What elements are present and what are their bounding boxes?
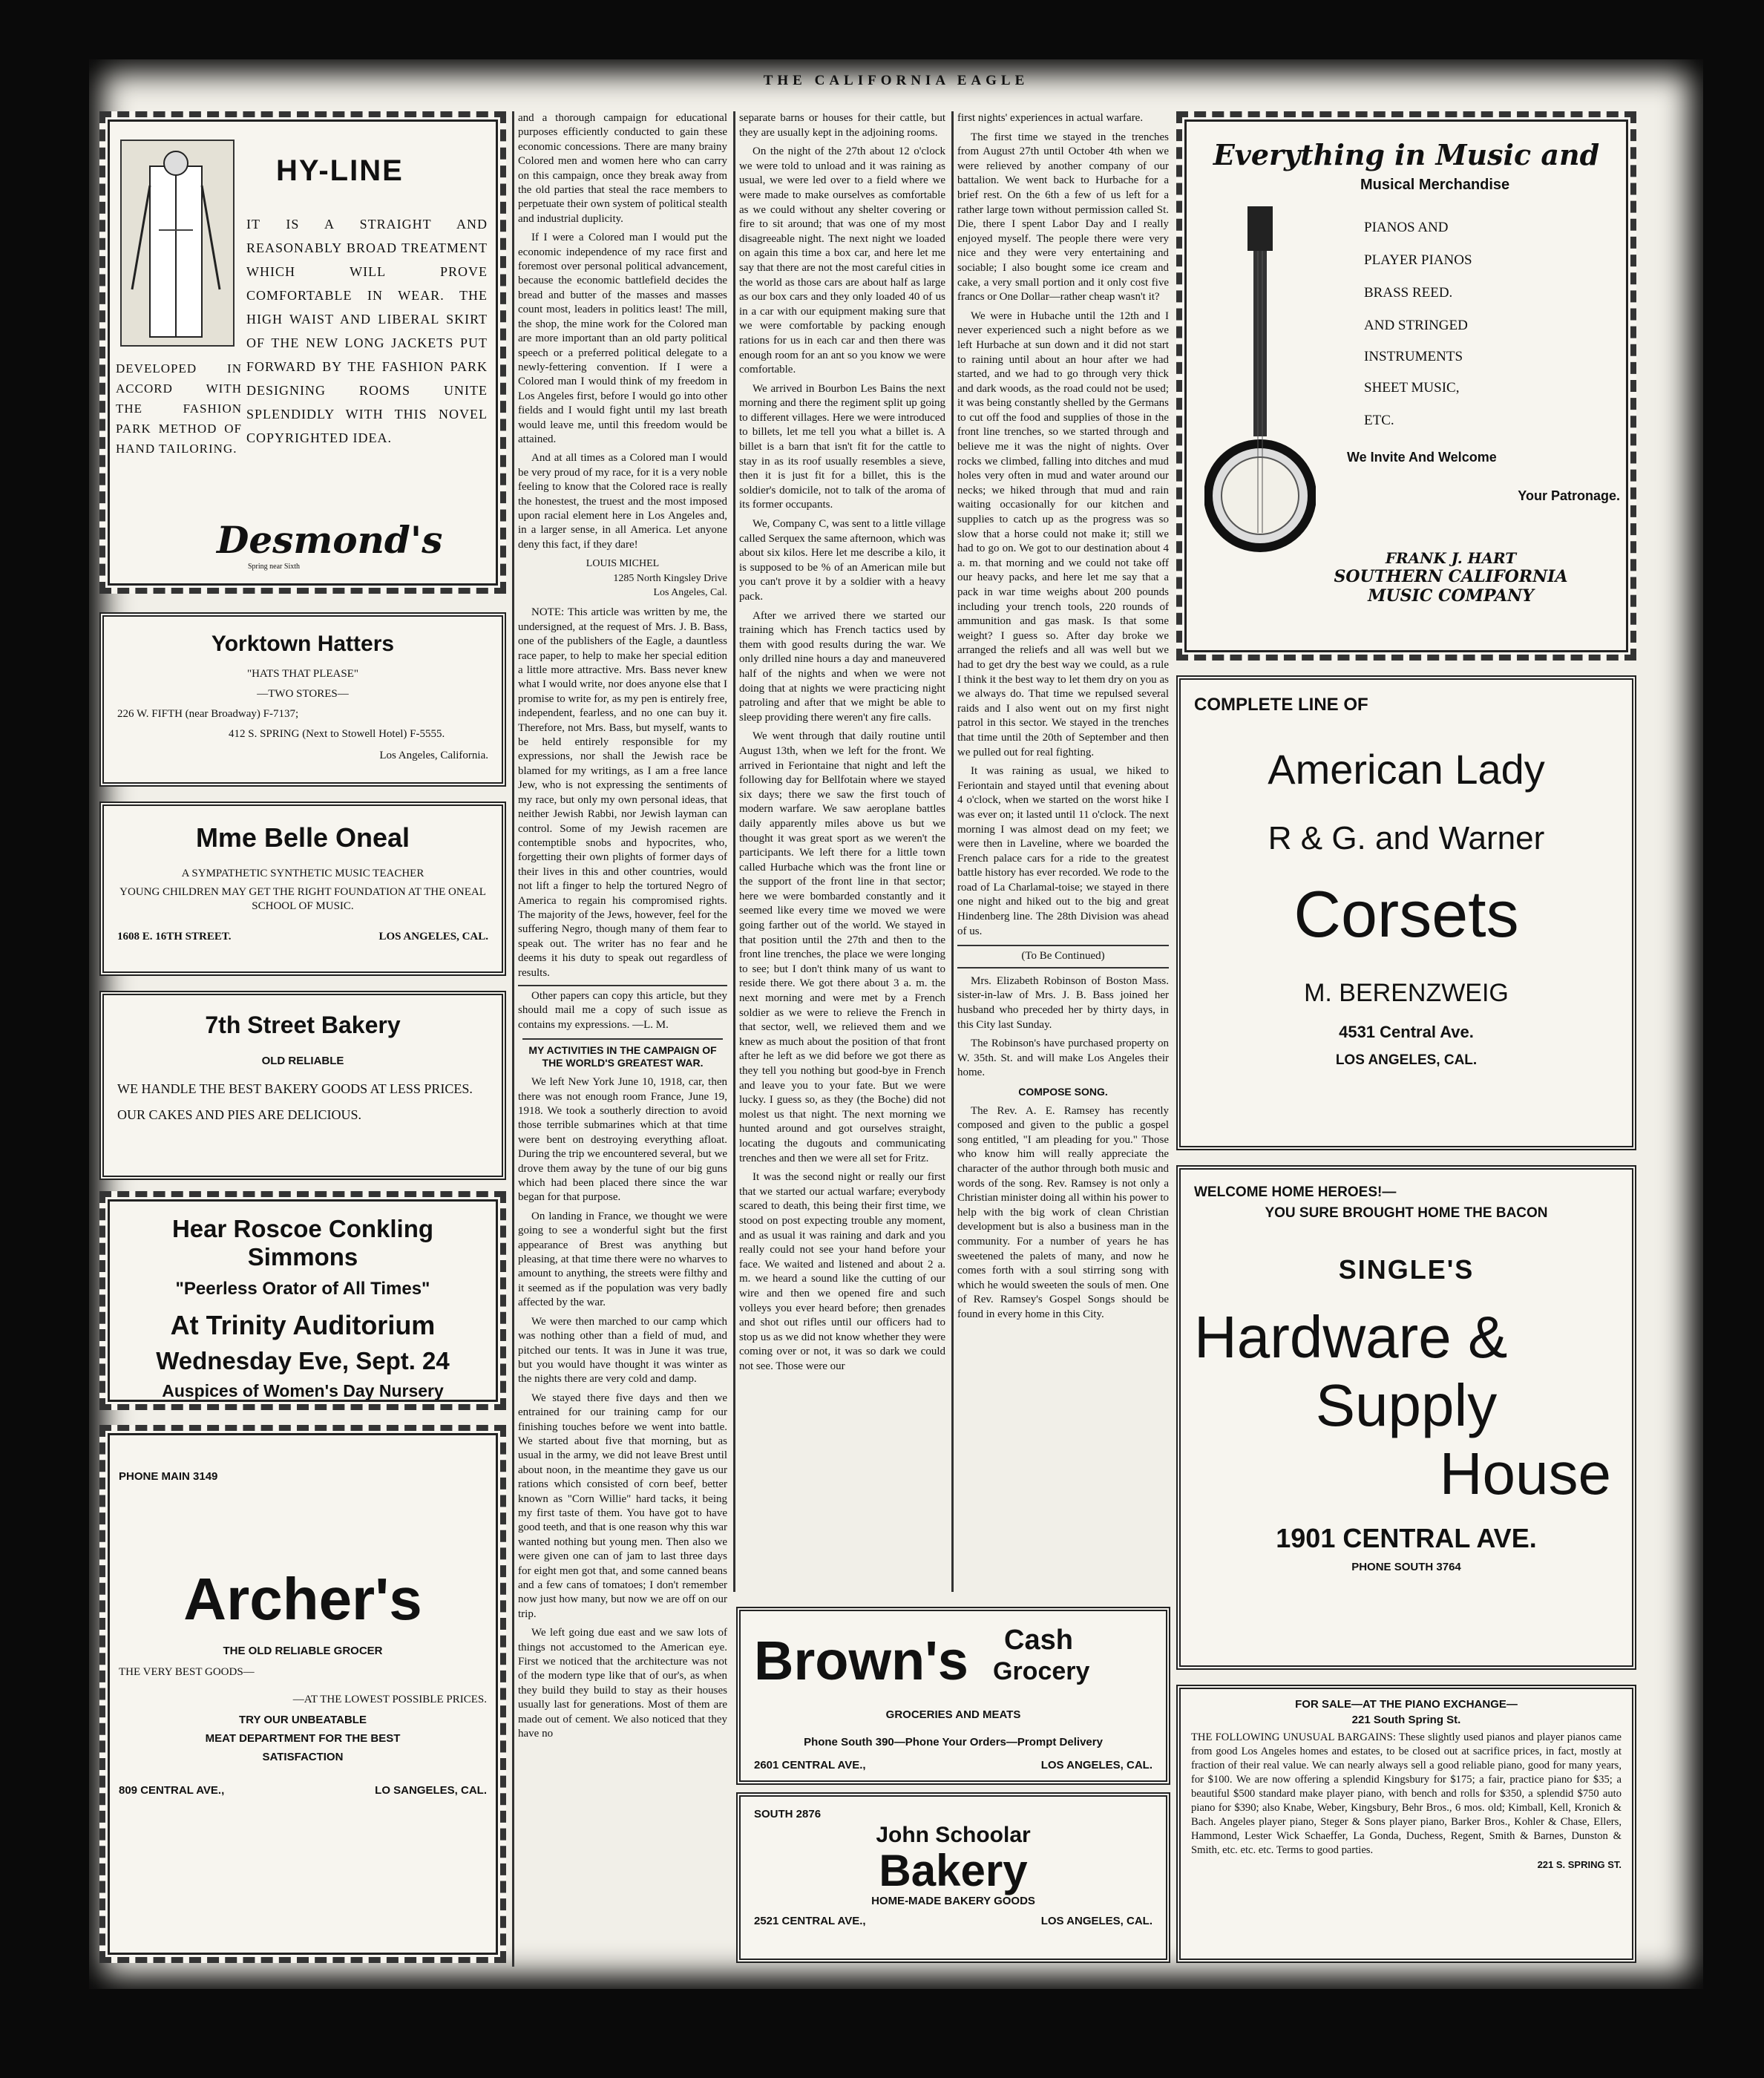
- hyline-title: HY-LINE: [276, 154, 404, 187]
- yorktown-addr1: 226 W. FIFTH (near Broadway) F-7137;: [117, 708, 299, 720]
- hardware-line4: Hardware &: [1194, 1304, 1508, 1370]
- hardware-line8: PHONE SOUTH 3764: [1351, 1561, 1461, 1573]
- yorktown-stores: —TWO STORES—: [257, 688, 349, 700]
- article-column-2: [518, 111, 727, 1967]
- hardware-line2: YOU SURE BROUGHT HOME THE BACON: [1265, 1205, 1548, 1221]
- schoolar-bakery-ad: [736, 1792, 1170, 1963]
- music-line5: AND STRINGED: [1364, 318, 1468, 333]
- archers-line3: —AT THE LOWEST POSSIBLE PRICES.: [292, 1694, 487, 1705]
- corsets-line3: R & G. and Warner: [1268, 820, 1545, 856]
- column-rule: [951, 111, 954, 1592]
- music-sig1: FRANK J. HART: [1385, 549, 1517, 567]
- banjo-icon: [1204, 206, 1316, 563]
- oneal-city: LOS ANGELES, CAL.: [378, 931, 488, 943]
- schoolar-sub: HOME-MADE BAKERY GOODS: [871, 1895, 1035, 1907]
- signature-name: LOUIS MICHEL: [586, 558, 660, 570]
- archers-line2: THE VERY BEST GOODS—: [119, 1666, 255, 1678]
- article-paragraph: We went through that daily routine until August 13th, when we left for the front. We arrived in Feriontaine that night and left the following day for Bellfotain where we stayed six days; there we saw the first touch of modern warfare. We saw aeroplane battles daily apparently miles above us but we thought it was great sport as we weren't the participants. We left there for a little town called Hurbache which was the front line or the support of the front line in that sector; here we were bombarded constantly and it seemed like every time we moved we were going farther out of the world. We stayed in that position until the 27th and then to the front line trenches, the place we were longing to see; but I don't think many of us want to reside there. We got there about 3 a. m. the next morning and were met by a French soldier as we were to relieve the French in that sector, well, we relieved them and we knew as much about the position of that front after he left as we did before we got there as they tell you nothing but good-bye in French and leave you to your fate. But we were lucky. I guess so, as they (the Boche) did not molest us that night. The next morning we hunted around and got ourselves straight, locating the dugouts and communicating trenches and then we were all set for Fritz.: [739, 730, 945, 1164]
- archers-title: Archer's: [183, 1566, 422, 1632]
- music-line2: PIANOS AND: [1364, 220, 1449, 235]
- corsets-line5: M. BERENZWEIG: [1304, 979, 1509, 1007]
- piano-head: FOR SALE—AT THE PIANO EXCHANGE—: [1295, 1698, 1518, 1711]
- schoolar-phone: SOUTH 2876: [754, 1808, 822, 1820]
- hyline-ad: [99, 111, 506, 594]
- browns-addr: 2601 CENTRAL AVE.,: [754, 1759, 866, 1771]
- article-paragraph: On the night of the 27th about 12 o'clock we were told to unload and it was raining as usual, we were led over to a field where we were made to make ourselves as comfortable as we could without any shelter covering or fire to sit around; that was one of my most disagreeable night. The next night we loaded on again this time a box car, and here let me say that there are not the most careful cities in the world as those cars are about half as large as our box cars and they only loaded 40 of us in a car with our equipment making sure that we were comfortable by packing enough rations for us in each car and then there was enough room for an ant so you know we were comfortable.: [739, 145, 945, 376]
- archers-line4: TRY OUR UNBEATABLE: [239, 1714, 367, 1726]
- yorktown-addr2: 412 S. SPRING (Next to Stowell Hotel) F-5555.: [229, 728, 445, 740]
- music-line6: INSTRUMENTS: [1364, 349, 1463, 364]
- roscoe-simmons-ad: [99, 1191, 506, 1410]
- article-paragraph: We were then marched to our camp which was nothing other than a field of mud, and pitched our tents. It was in June it was true, but you would have thought it was winter as the nights there are very cold and damp.: [518, 1315, 727, 1386]
- corsets-line4: Corsets: [1294, 877, 1519, 951]
- music-sig3: MUSIC COMPANY: [1368, 586, 1534, 606]
- article-paragraph: We left going due east and we saw lots of things not accustomed to the American eye. First we noticed that the architecture was not of the modern type like that of our's, as when they build they build to stay as their houses usually last for generations. Most of them are made out of cement. We also noticed that they have no: [518, 1627, 727, 1740]
- music-sig2: SOUTHERN CALIFORNIA: [1334, 567, 1568, 586]
- browns-city: LOS ANGELES, CAL.: [1040, 1759, 1152, 1771]
- archers-ad: [99, 1425, 506, 1963]
- corsets-line2: American Lady: [1268, 746, 1545, 793]
- oneal-title: Mme Belle Oneal: [195, 822, 410, 853]
- oneal-line2: YOUNG CHILDREN MAY GET THE RIGHT FOUNDATION AT THE ONEAL SCHOOL OF MUSIC.: [119, 886, 486, 912]
- seventh-street-bakery-ad: [99, 991, 506, 1180]
- article-paragraph: and a thorough campaign for educational purposes efficiently conducted to gain these economic concessions. There are many brainy Colored men and women here who can carry on this campaign, once they break away from the old parties that steal the race members to perpetuate their own system of political stealth and industrial duplicity.: [518, 112, 727, 225]
- roscoe-line1: Hear Roscoe Conkling Simmons: [171, 1215, 434, 1271]
- music-line1: Musical Merchandise: [1360, 177, 1510, 193]
- article-paragraph: We stayed there five days and then we entrained for our training camp for our finishing touches before we went into battle. We started about five that morning, but as usual in the army, we did not leave Brest until about noon, in the meantime they gave us our rations which consisted of corn beef, better known as "Corn Willie" hard tacks, it being my first taste of them. You have got to have good teeth, and that is one reason why this war wanted nothing but young men. Then also we were given one can of jam to last three days for eight men got that, and some canned beans and a few cans of tomatoes; I don't remember now just how many, but now we are off on our trip.: [518, 1392, 727, 1620]
- corsets-ad: [1176, 675, 1636, 1150]
- music-line4: BRASS REED.: [1364, 285, 1453, 301]
- article-paragraph: On landing in France, we thought we were going to see a wonderful sight but the first appearance of Brest was anything but pleasing, at that time there were no wharves to amount to anything, the streets were filthy and it seemed as if the population was very badly affected by the war.: [518, 1210, 727, 1309]
- archers-line6: SATISFACTION: [262, 1751, 344, 1763]
- archers-phone: PHONE MAIN 3149: [119, 1470, 218, 1483]
- yorktown-slogan: "HATS THAT PLEASE": [246, 668, 359, 680]
- bakery7-line1: WE HANDLE THE BEST BAKERY GOODS AT LESS PRICES.: [117, 1081, 473, 1096]
- article-paragraph: It was the second night or really our first that we started our actual warfare; everybody scared to death, this being their first time, we stood on post expecting trouble any moment, and as usual it was raining and dark and you really could not see your hand before your face. We waited and listened and about 2 a. m. we heard a sound like the cutting of our wire and then we opened fire and such volleys you ever heard before; then grenades and shot out rifles until our officers had to stop us as we did not know whether they were coming over or not, it was so dark we could not see. Those were our: [739, 1171, 945, 1372]
- compose-song-heading: COMPOSE SONG.: [1018, 1086, 1108, 1098]
- music-line8: ETC.: [1364, 413, 1394, 428]
- archers-city: LO SANGELES, CAL.: [375, 1784, 487, 1797]
- bakery7-sub: OLD RELIABLE: [261, 1055, 344, 1067]
- music-line10: Your Patronage.: [1518, 488, 1620, 503]
- browns-grocery: Grocery: [993, 1657, 1090, 1685]
- article-paragraph: We arrived in Bourbon Les Bains the next morning and there the regiment split up going to different villages. Here we were introduced to billets, let me tell you what a billet is. A billet is a barn that isn't fit for the cattle to stay in as its roof usually resembles a sieve, then it is just fit for a billet, this is the soldier's domicile, not to talk of the aroma of its former occupants.: [739, 382, 945, 511]
- oneal-line1: A SYMPATHETIC SYNTHETIC MUSIC TEACHER: [181, 868, 424, 879]
- article-paragraph: We, Company C, was sent to a little village called Serquex the same afternoon, which was about six kilos. Here let me describe a kilo, it is supposed to be % of an American mile but you can't prove it by a soldier with a heavy pack.: [739, 518, 945, 603]
- hardware-line7: 1901 CENTRAL AVE.: [1276, 1523, 1537, 1553]
- schoolar-name: John Schoolar: [876, 1823, 1031, 1847]
- archers-line1: THE OLD RELIABLE GROCER: [223, 1645, 383, 1657]
- browns-grocery-ad: [736, 1607, 1170, 1785]
- yorktown-city: Los Angeles, California.: [379, 750, 488, 761]
- corsets-line1: COMPLETE LINE OF: [1194, 695, 1368, 715]
- yorktown-ad: [99, 612, 506, 787]
- article-note: Other papers can copy this article, but they should mail me a copy of such issue as contains my expressions. —L. M.: [518, 985, 727, 1032]
- article-paragraph: It was raining as usual, we hiked to Feriontain and stayed until that evening about 4 o'clock, when we started on the worst hike I was ever on; it lasted until 11 o'clock. The next morning I was almost dead on my feet; we were then in Laveline, where we boarded the French palace cars for a ride to the greatest battle history has ever recorded. We rode to the road of La Charlamal-toise; we stayed in there one night and hiked out to the big and great Hindenberg line. The 28th Division was ahead of us.: [957, 765, 1169, 937]
- browns-cash: Cash: [1004, 1625, 1073, 1656]
- hardware-line1: WELCOME HOME HEROES!—: [1194, 1184, 1397, 1200]
- oneal-addr: 1608 E. 16TH STREET.: [117, 931, 232, 943]
- roscoe-line5: Auspices of Women's Day Nursery: [162, 1381, 444, 1400]
- article-paragraph: We left New York June 10, 1918, car, then there was not enough room France, June 19, 1918. We took a southerly direction to avoid those terrible submarines which at that time were bent on destroying everything afloat. During the trip we encountered several, but we drove them away by the tune of our big guns which had been placed there since the war began for that purpose.: [518, 1076, 727, 1204]
- piano-exchange-ad: [1176, 1685, 1636, 1963]
- newspaper-page: [89, 59, 1703, 1989]
- desmonds-sub: Spring near Sixth: [248, 563, 300, 571]
- desmonds-logo: Desmond's: [217, 518, 443, 562]
- article-paragraph: After we arrived there we started our training which has French tactics used by them with good results during the war. We only drilled nine hours a day and maneuvered half of the nights and when we were not doing that at nights we were practicing night patroling and after that we might be able to sleep providing there weren't any fire calls.: [739, 609, 945, 724]
- article-paragraph: We were in Hubache until the 12th and I never experienced such a night before as we left Hurbache at sun down and it did not start to raining until about an hour after we had started, and we had to go through very thick and dark woods, as the road could not be used; it was being constantly shelled by the Germans to cut off the food and supplies of those in the front line trenches, so we started through and believe me it was the night of nights. Over rocks we climbed, falling into ditches and mud holes very often in mud and water around our necks; we hiked through that mud and rain waiting occasionally for our kitchen and supplies to catch up as the progress was so slow that a horse could not make it; still we had to go on. We got to our destination about 4 a. m. that morning and we could not take off our heavy packs, and here let me say that a pack in war time weighs about 200 pounds including your trench tools, 220 rounds of ammunition and gas mask. Is that some weight? I guess so. After day broke we arranged the reliefs and all was well but we had to get dry the best way we could, as a rule I think it the best way to let them dry on you as we always do. That time we repulsed several raids and I also went out on my first night patrol in this sector. We stayed in the trenches that time until the 20th of September and then we pulled out for real fighting.: [957, 309, 1169, 758]
- bakery7-title: 7th Street Bakery: [205, 1012, 401, 1038]
- article-paragraph: The Robinson's have purchased property on W. 35th. St. and will make Los Angeles their home.: [957, 1038, 1169, 1079]
- article-paragraph: The Rev. A. E. Ramsey has recently composed and given to the public a gospel song entitled, "I am pleading for you." Those who know him will really appreciate the character of the author through both music and words of the song. Rev. Ramsey is not only a Christian minister doing all within his power to help with the big work of clean Christian development but is also a business man in the community. For a number of years he has sweetened the palets of many, and now he comes forth with a soul stirring song with which he would sweeten the souls of men. One of Rev. Ramsey's Gospel Songs should be found in every home in this City.: [957, 1104, 1169, 1320]
- browns-sub: GROCERIES AND MEATS: [885, 1708, 1021, 1721]
- browns-phone: Phone South 390—Phone Your Orders—Prompt Delivery: [804, 1736, 1103, 1748]
- oneal-ad: [99, 802, 506, 976]
- archers-addr: 809 CENTRAL AVE.,: [119, 1784, 225, 1797]
- schoolar-addr: 2521 CENTRAL AVE.,: [754, 1915, 866, 1927]
- corsets-line6: 4531 Central Ave.: [1339, 1023, 1474, 1041]
- article-paragraph: And at all times as a Colored man I would be very proud of my race, for it is a very noble feeling to know that the Colored race is really the honestest, the truest and the most imposed upon racial element here in Los Angeles and, in a larger sense, in all America. Let anyone deny this fact, if they dare!: [518, 452, 727, 551]
- signature-address: 1285 North Kingsley Drive: [613, 572, 727, 584]
- hyline-body: IT IS A STRAIGHT AND REASONABLY BROAD TREATMENT WHICH WILL PROVE COMFORTABLE IN WEAR. THE HIGH WAIST AND LIBERAL SKIRT OF THE NEW LONG JACKETS PUT FORWARD BY THE FASHION PARK DESIGNING ROOMS UNITE SPLENDIDLY WITH THIS NOVEL COPYRIGHTED IDEA.: [246, 217, 488, 445]
- browns-title: Brown's: [754, 1630, 968, 1691]
- music-line9: We Invite And Welcome: [1347, 450, 1497, 465]
- hardware-line6: House: [1439, 1440, 1611, 1507]
- hardware-line3: SINGLE'S: [1338, 1254, 1475, 1285]
- roscoe-line2: "Peerless Orator of All Times": [175, 1279, 430, 1299]
- bakery7-line2: OUR CAKES AND PIES ARE DELICIOUS.: [117, 1107, 362, 1122]
- article-note: NOTE: This article was written by me, the undersigned, at the request of Mrs. J. B. Bass, one of the publishers of the Eagle, a dauntless race paper, to help to make her special edition a little more attractive. Mrs. Bass never knew what I would write, nor does anyone else that I promise to write for, as my pen is entirely free, independent, fearless, and no one can buy it. Therefore, not Mrs. Bass, but myself, wants to be held entirely responsible for my expressions, nor shall the Jewish race be blamed for my writings, as I am a free lance Jew, who is not expressing the sentiments of my race, but only my own personal ideas, that neither Jewish Rabbi, nor Jewish layman can control. Some of my Jewish racemen are contemptible snobs and hypocrites, who, forgetting their own plights of former days of their lives in this and other countries, would not lift a finger to help the tortured Negro of America to regain his compromised rights. The majority of the Jews, however, feel for the suffering Negro, though many of them fear to speak out. The writer has no fear and he deems it his duty to speak out regardless of results.: [518, 606, 727, 979]
- signature-city: Los Angeles, Cal.: [653, 587, 727, 598]
- article-column-3: [739, 111, 945, 1592]
- article-headline: MY ACTIVITIES IN THE CAMPAIGN OF THE WORLD'S GREATEST WAR.: [522, 1038, 723, 1069]
- article-paragraph: separate barns or houses for their cattle, but they are usually kept in the adjoining rooms.: [739, 112, 945, 139]
- roscoe-line4: Wednesday Eve, Sept. 24: [156, 1347, 450, 1374]
- article-paragraph: The first time we stayed in the trenches from August 27th until October 4th when we were relieved by another company of our battalion. We went back to Hurbache for a brief rest. On the 6th a few of us left for a rather large town without permission called St. Die, there I spent Labor Day and I really enjoyed myself. The people there were very nice and they were very entertaining and sociable; I also bought some ice cream and cake, a very small portion and it only cost five francs or One Dollar—rather cheap wasn't it?: [957, 131, 1169, 304]
- article-paragraph: If I were a Colored man I would put the economic independence of my race first and foremost over personal political advancement, because the economic battlefield decides the bread and butter of the masses and masses count most, leaders in politics least! The mill, the shop, the mine work for the Colored man are more important than an old party political speech or a preferred political delegate to a newly-fettering convention. If I were a Colored man I would think of my freedom in Los Angeles first, before I would go into other fields and I would fight until my last breath would leave me, until this freedom would be attained.: [518, 232, 727, 445]
- article-paragraph: first nights' experiences in actual warfare.: [957, 112, 1144, 124]
- music-title: Everything in Music and: [1213, 138, 1600, 171]
- jacket-illustration: [120, 140, 235, 347]
- column-rule: [512, 111, 514, 1967]
- hardware-ad: [1176, 1165, 1636, 1670]
- yorktown-title: Yorktown Hatters: [211, 632, 395, 656]
- piano-body: THE FOLLOWING UNUSUAL BARGAINS: These slightly used pianos and player pianos came from good Los Angeles homes and estates, to be closed out at sacrifice prices, in fact, mostly at fraction of their real value. We can nearly always sell a good reliable piano, good for many years, for $100. We are now offering a splendid Kingsbury for $175; a fair, practice piano for $35; a beautiful $500 standard make player piano, with bench and rolls for $350, a splendid $750 auto piano for $390; also Knabe, Weber, Kingsbury, Behr Bros., 6 mos. old; Kimball, Kell, Kronich & Bach. Angeles player piano, Steger & Sons player piano, Barker Bros., Kohler & Chase, Ellers, Hammond, Lester Wick Schaeffer, La Gonda, Duchess, Regent, Smith & Barnes, Dunston & Smith, etc. etc. etc. Terms to good parties.: [1191, 1731, 1622, 1856]
- schoolar-title: Bakery: [879, 1846, 1028, 1895]
- corsets-line7: LOS ANGELES, CAL.: [1335, 1052, 1478, 1068]
- hyline-left-text: DEVELOPED IN ACCORD WITH THE FASHION PARK METHOD OF HAND TAILORING.: [116, 361, 242, 456]
- article-paragraph: Mrs. Elizabeth Robinson of Boston Mass. sister-in-law of Mrs. J. B. Bass joined her husband who preceded her by thirty days, in this City last Sunday.: [957, 974, 1169, 1031]
- masthead: THE CALIFORNIA EAGLE: [763, 73, 1029, 88]
- schoolar-city: LOS ANGELES, CAL.: [1040, 1915, 1152, 1927]
- music-line3: PLAYER PIANOS: [1364, 252, 1472, 268]
- hardware-line5: Supply: [1315, 1372, 1498, 1438]
- article-column-4: [957, 111, 1169, 1592]
- music-line7: SHEET MUSIC,: [1364, 380, 1460, 396]
- piano-foot: 221 S. SPRING ST.: [1537, 1859, 1622, 1870]
- to-be-continued: (To Be Continued): [957, 945, 1169, 968]
- jacket-icon: [122, 141, 230, 342]
- piano-addr: 221 South Spring St.: [1351, 1714, 1461, 1726]
- archers-line5: MEAT DEPARTMENT FOR THE BEST: [205, 1732, 401, 1745]
- music-company-ad: [1176, 111, 1636, 661]
- column-rule: [733, 111, 735, 1592]
- roscoe-line3: At Trinity Auditorium: [170, 1310, 436, 1340]
